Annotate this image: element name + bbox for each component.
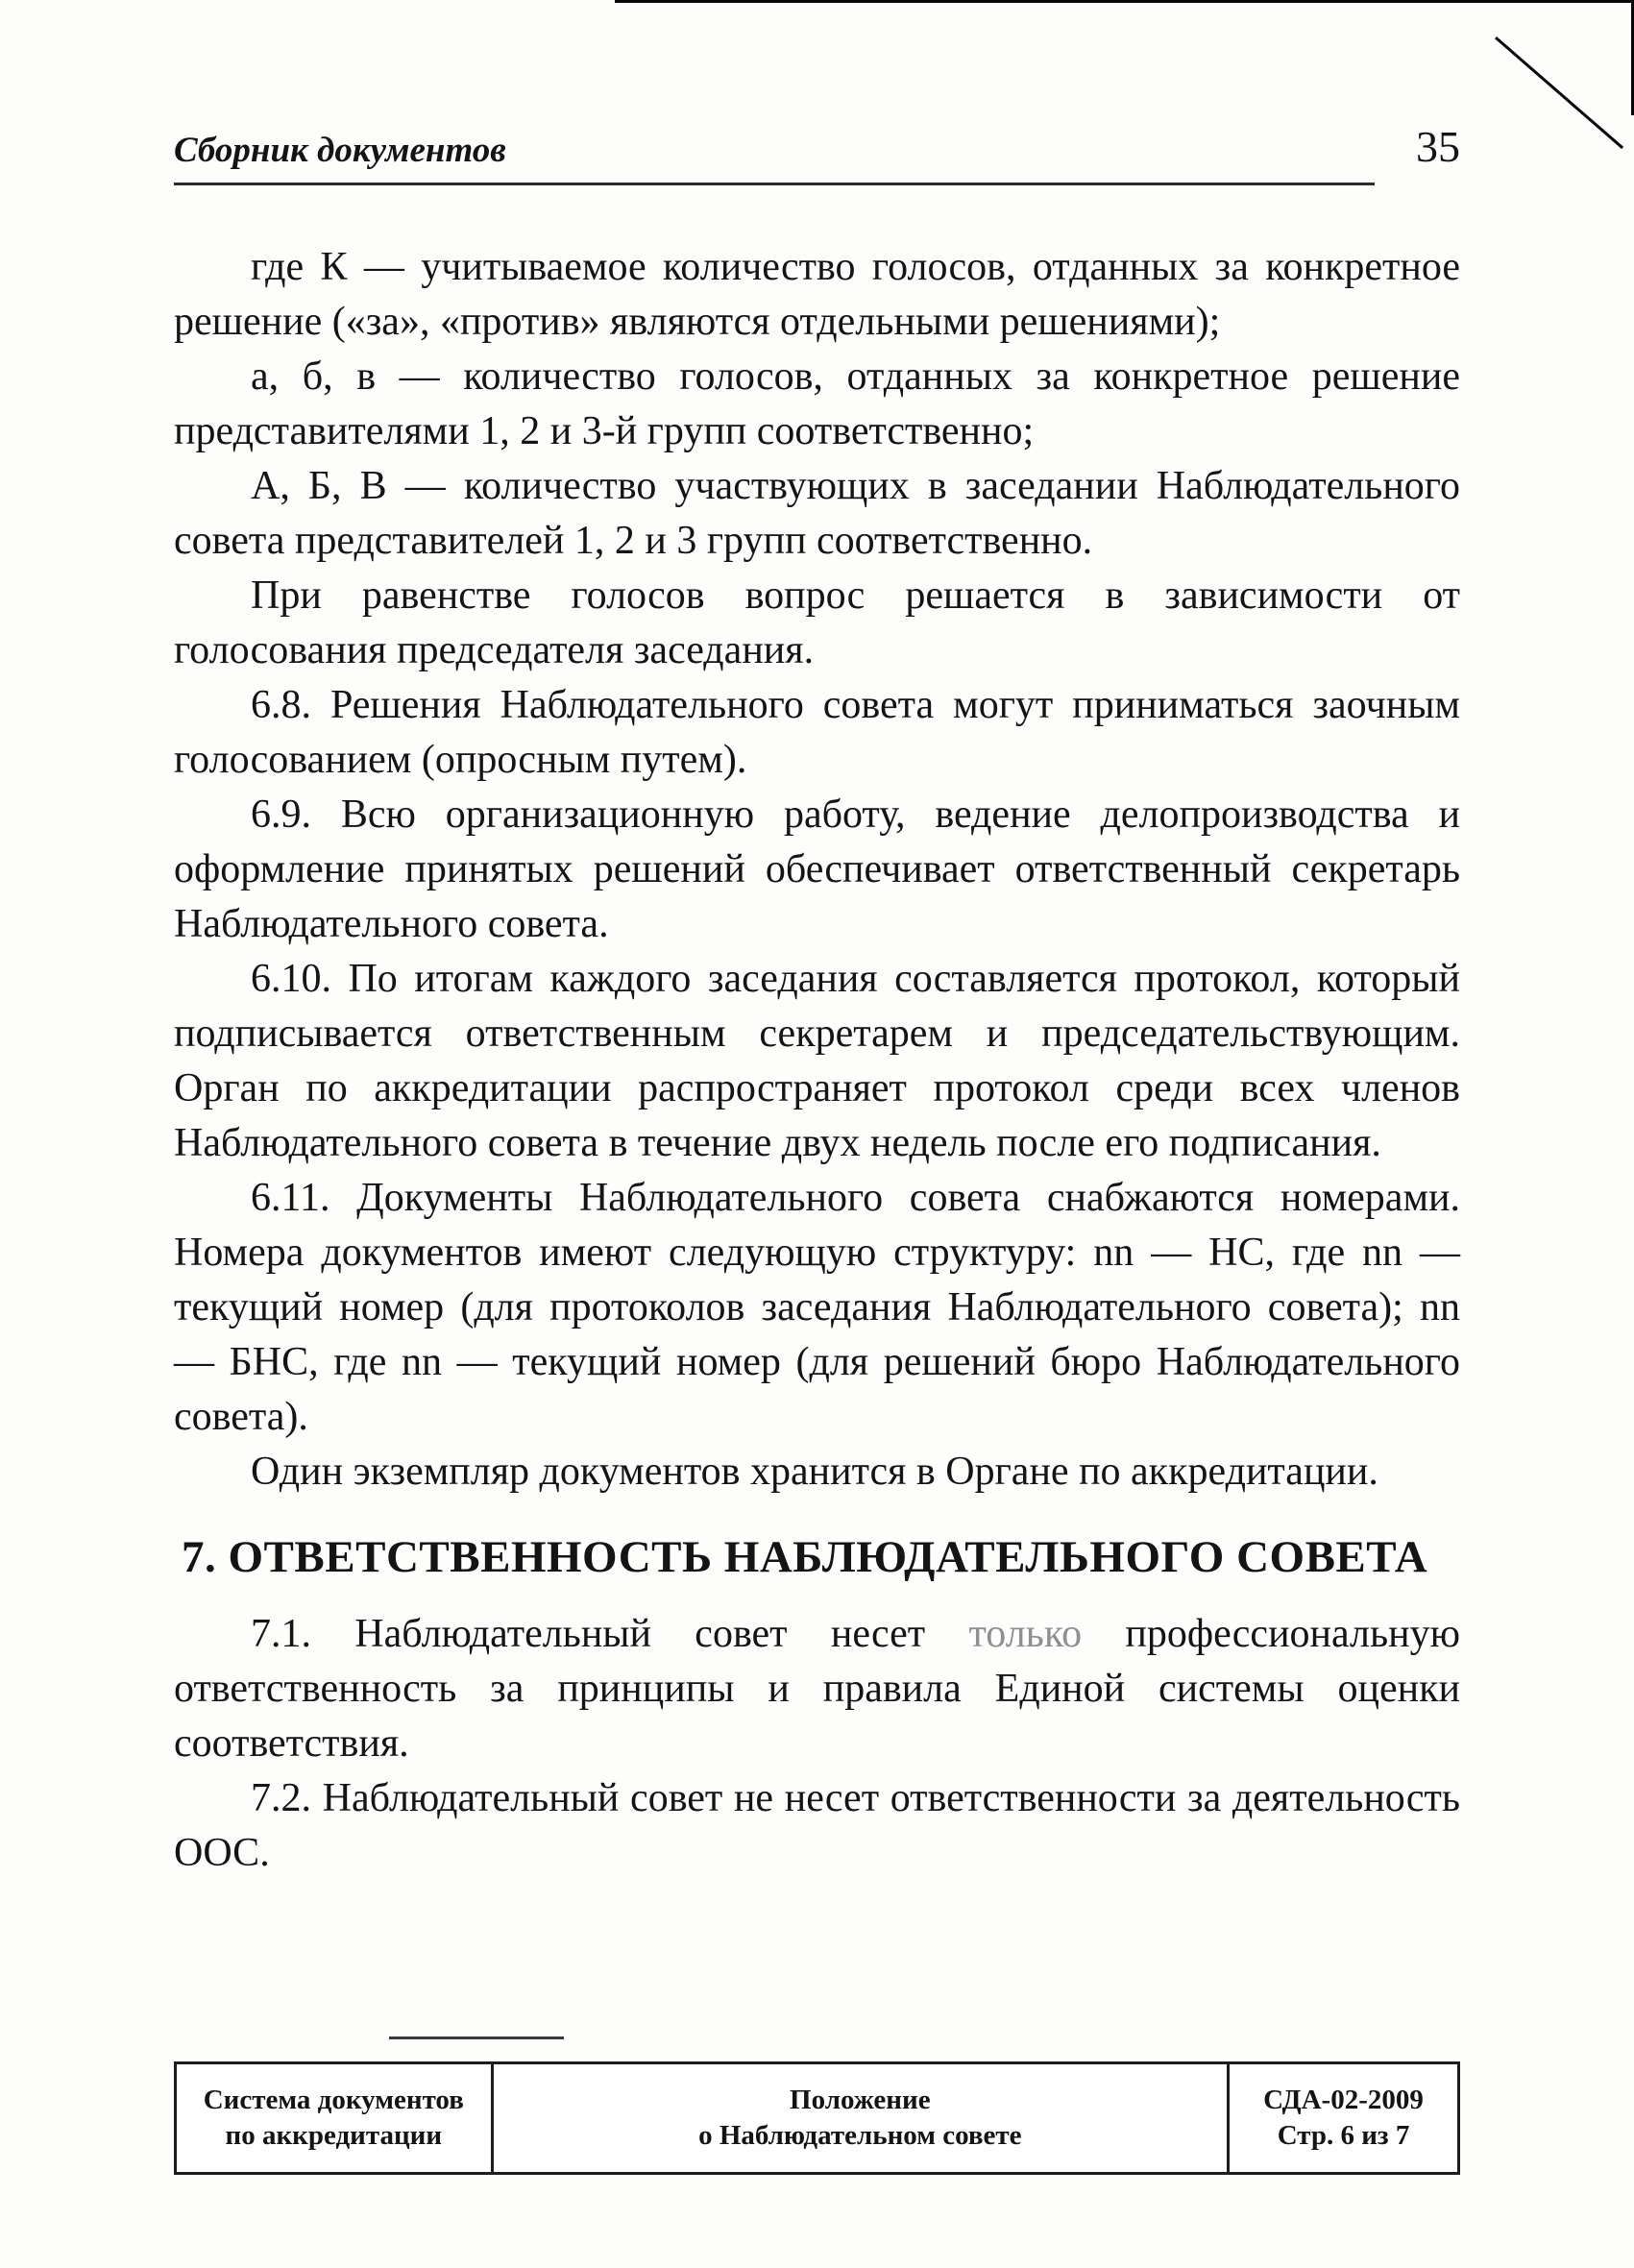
paragraph: где К — учитываемое количество голосов, отданных за конкретное решение («за», «против» являются отдельными решениями);	[174, 245, 1460, 344]
paragraph-text: 7.1. Наблюдательный совет несет	[251, 1612, 969, 1656]
paragraph: Один экземпляр документов хранится в Органе по аккредитации.	[251, 1450, 1378, 1494]
paragraph: 7.2. Наблюдательный совет не несет ответственности за деятельность ООС.	[174, 1776, 1460, 1875]
footer-text: Положение	[790, 2085, 931, 2115]
paragraph: 6.8. Решения Наблюдательного совета могут приниматься заочным голосованием (опросным путем).	[174, 683, 1460, 782]
header-title: Сборник документов	[174, 131, 506, 170]
footer-table	[174, 2061, 1460, 2175]
page-number: 35	[1416, 122, 1460, 171]
faded-word: только	[968, 1612, 1083, 1656]
paragraph: 6.11. Документы Наблюдательного совета снабжаются номерами. Номера документов имеют следующую структуру: nn — НС, где nn — текущий номер (для протоколов заседания Наблюдательного совета); nn — БНС, где nn — текущий номер (для решений бюро Наблюдательного совета).	[174, 1176, 1460, 1439]
footer-cell-doc-code	[1227, 2064, 1457, 2172]
footer-text: Система документов	[203, 2085, 464, 2115]
footer-text: по аккредитации	[225, 2120, 443, 2151]
scan-artifact-top-edge	[615, 0, 1634, 3]
paragraph: а, б, в — количество голосов, отданных за конкретное решение представителями 1, 2 и 3-й групп соответственно;	[174, 354, 1460, 453]
paragraph: А, Б, В — количество участвующих в заседании Наблюдательного совета представителей 1, 2 и 3 групп соответственно.	[174, 464, 1460, 563]
document-body	[174, 240, 1460, 1881]
paragraph: 6.10. По итогам каждого заседания составляется протокол, который подписывается ответственным секретарем и председательствующим. Орган по аккредитации распространяет протокол среди всех членов Наблюдательного совета в течение двух недель после его подписания.	[174, 957, 1460, 1165]
paragraph: 6.9. Всю организационную работу, ведение делопроизводства и оформление принятых решений обеспечивает ответственный секретарь Наблюдательного совета.	[174, 793, 1460, 946]
section-heading: 7. ОТВЕТСТВЕННОСТЬ НАБЛЮДАТЕЛЬНОГО СОВЕТА	[182, 1532, 1428, 1582]
footer-cell-doc-title	[491, 2064, 1227, 2172]
footer-text: СДА-02-2009	[1263, 2085, 1424, 2115]
footer-text: Стр. 6 из 7	[1277, 2120, 1410, 2151]
footer-text: о Наблюдательном совете	[698, 2120, 1022, 2151]
scan-artifact-corner-fold	[1495, 37, 1623, 149]
footer-cell-system	[177, 2064, 491, 2172]
paragraph-text: профессиональную ответственность за принципы и правила Единой системы оценки соответствия.	[174, 1612, 1461, 1766]
page-header	[174, 121, 1460, 172]
paragraph	[174, 1607, 1460, 1771]
footnote-rule	[389, 2036, 564, 2039]
header-rule	[174, 183, 1375, 185]
paragraph: При равенстве голосов вопрос решается в зависимости от голосования председателя заседания.	[174, 573, 1460, 672]
